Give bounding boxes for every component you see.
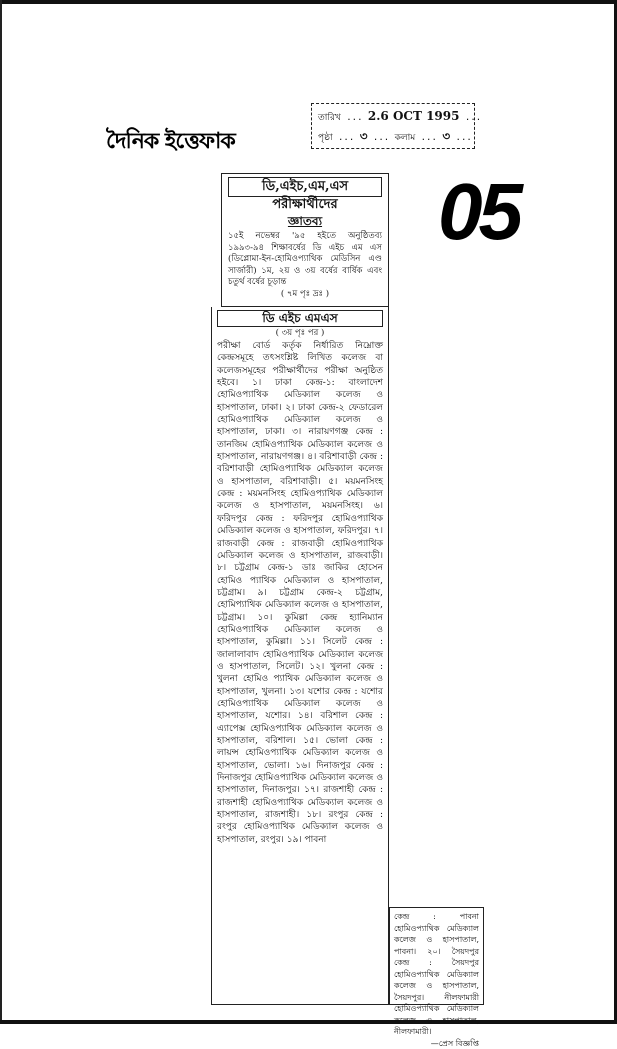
stamp-date-value: 2.6 OCT 1995 — [367, 109, 460, 123]
stamp-column-value: ৩ — [442, 129, 451, 143]
scan-edge-bottom — [0, 1020, 617, 1024]
stamp-date-label: তারিখ — [318, 113, 341, 123]
side-body: কেন্দ্র : পাবনা হোমিওপ্যাথিক মেডিক্যাল কলেজ ও হাসপাতাল, পাবনা। ২০। সৈয়দপুর কেন্দ্র : সৈয়দপুর হোমিওপ্যাথিক মেডিক্যাল কলেজ ও হাসপাতাল, সৈয়দপুর। নীলফামারী হোমিওপ্যাথিক মেডিক্যাল কলেজ ও হাসপাতাল, নীলফামারী। — [394, 912, 479, 1036]
scan-edge-top — [0, 0, 617, 4]
continuation-body: পরীক্ষা বোর্ড কর্তৃক নির্ধারিত নিম্নোক্ত কেন্দ্রসমূহে তৎসংশ্লিষ্ট লিখিত কলেজ বা কলেজসমূহের পরীক্ষার্থীদের পরীক্ষা অনুষ্ঠিত হইবে। ১। ঢাকা কেন্দ্র-১: বাংলাদেশ হোমিওপ্যাথিক মেডিক্যাল কলেজ ও হাসপাতাল, ঢাকা। ২। ঢাকা কেন্দ্র-২ ফেডারেল হোমিওপ্যাথিক মেডিক্যাল কলেজ ও হাসপাতাল, ঢাকা। ৩। নারায়ণগঞ্জ কেন্দ্র : তানজিম হোমিওপ্যাথিক মেডিক্যাল কলেজ ও হাসপাতাল, নারায়ণগঞ্জ। ৪। বরিশাবাড়ী কেন্দ্র : বরিশাবাড়ী হোমিওপ্যাথিক মেডিক্যাল কলেজ ও হাসপাতাল, বরিশাবাড়ী। ৫। ময়মনসিংহ কেন্দ্র : ময়মনসিংহ হোমিওপ্যাথিক মেডিক্যাল কলেজ ও হাসপাতাল, ময়মনসিংহ। ৬। ফরিদপুর কেন্দ্র : ফরিদপুর হোমিওপ্যাথিক মেডিক্যাল কলেজ ও হাসপাতাল, ফরিদপুর। ৭। রাজবাড়ী কেন্দ্র : রাজবাড়ী হোমিওপ্যাথিক মেডিক্যাল কলেজ ও হাসপাতাল, রাজবাড়ী। ৮। চট্টগ্রাম কেন্দ্র-১ ডাঃ জাকির হোসেন হোমিও প্যাথিক মেডিক্যাল ও হাসপাতাল, চট্টগ্রাম। ৯। চট্টগ্রাম কেন্দ্র-২ চট্টগ্রাম, হোমিপ্যাথিক মেডিক্যাল কলেজ ও হাসপাতাল, চট্টগ্রাম। ১০। কুমিল্লা কেন্দ্র হ্যানিম্যান হোমিওপ্যাথিক মেডিক্যাল কলেজ ও হাসপাতাল, কুমিল্লা। ১১। সিলেট কেন্দ্র : জালালাবাদ হোমিওপ্যাথিক মেডিক্যাল কলেজ ও হাসপাতাল, সিলেট। ১২। খুলনা কেন্দ্র : খুলনা হোমিও প্যাথিক মেডিক্যাল কলেজ ও হাসপাতাল, খুলনা। ১৩। যশোর কেন্দ্র : যশোর হোমিওপ্যাথিক মেডিক্যাল কলেজ ও হাসপাতাল, যশোর। ১৪। বরিশাল কেন্দ্র : এ্যাপেক্স হোমিওপ্যাথিক মেডিক্যাল কলেজ ও হাসপাতাল, বরিশাল। ১৫। ভোলা কেন্দ্র : লায়ন্স হোমিওপ্যাথিক মেডিক্যাল কলেজ ও হাসপাতাল, ভোলা। ১৬। দিনাজপুর কেন্দ্র : দিনাজপুর হোমিওপ্যাথিক মেডিক্যাল কলেজ ও হাসপাতাল, দিনাজপুর। ১৭। রাজশাহী কেন্দ্র : রাজশাহী হোমিওপ্যাথিক মেডিক্যাল কলেজ ও হাসপাতাল, রাজশাহী। ১৮। রংপুর কেন্দ্র : রংপুর হোমিওপ্যাথিক মেডিক্যাল কলেজ ও হাসপাতাল, রংপুর। ১৯। পাবনা — [217, 341, 383, 845]
article-subhead: জ্ঞাতব্য — [287, 214, 323, 228]
article-headline: ডি,এইচ,এম,এস — [228, 177, 382, 197]
stamp-date-row: তারিখ ... 2.6 OCT 1995 ... — [318, 109, 482, 123]
stamp-page-label: পৃষ্ঠা — [318, 133, 333, 143]
scan-edge-left — [0, 0, 2, 1024]
article-intro: ১৫ই নভেম্বর '৯৫ হইতে অনুষ্ঠিতব্য ১৯৯৩-৯৪ শিক্ষাবর্ষের ডি এইচ এম এস (ডিপ্লোমা-ইন-হোমিওপ্যাথিক মেডিসিন এণ্ড সার্জারী) ১ম, ২য় ও ৩য় বর্ষের বার্ষিক এবং চতুর্থ বর্ষের চূড়ান্ত — [228, 231, 382, 287]
newspaper-masthead: দৈনিক ইত্তেফাক — [106, 128, 235, 154]
article-intro-continuation-ref: ( ৭ম পৃঃ দ্রঃ ) — [280, 288, 330, 299]
stamp-page-value: ৩ — [359, 129, 368, 143]
article-header-box — [221, 173, 389, 307]
article-continuation-column — [211, 307, 389, 1005]
stamp-column-label: কলাম — [394, 133, 416, 143]
archive-handwritten-number: 05 — [438, 167, 519, 256]
press-release-credit: —প্রেস বিজ্ঞপ্তি — [430, 1038, 479, 1048]
stamp-page-row: পৃষ্ঠা ... ৩ ... কলাম ... ৩ ... — [318, 129, 472, 143]
article-headline-line2: পরীক্ষার্থীদের — [272, 197, 338, 212]
continuation-title: ডি এইচ এমএস — [217, 310, 383, 327]
article-side-column — [389, 907, 484, 1048]
continuation-ref: ( ৩য় পৃঃ পর ) — [275, 328, 325, 338]
archive-date-stamp — [311, 103, 482, 149]
